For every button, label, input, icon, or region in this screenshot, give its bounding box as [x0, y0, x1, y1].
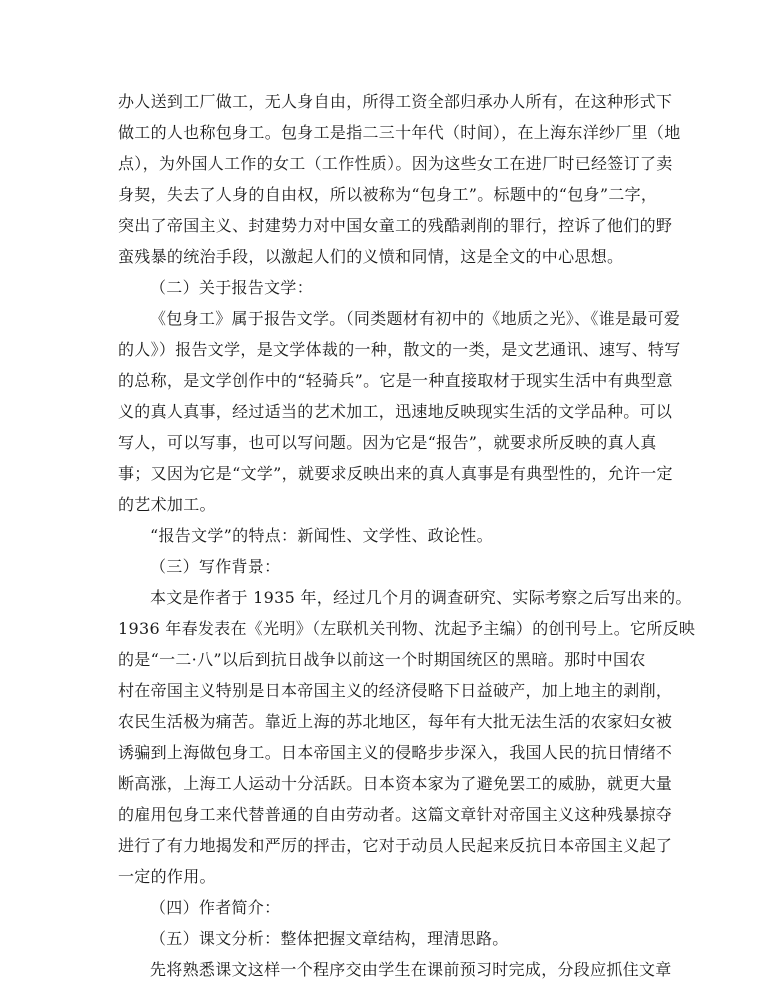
text-line: 蛮残暴的统治手段，以激起人们的义愤和同情，这是全文的中心思想。 — [118, 247, 624, 266]
section-heading: （四）作者简介： — [150, 898, 281, 917]
text-line: 一定的作用。 — [118, 867, 216, 886]
text-line: 义的真人真事，经过适当的艺术加工，迅速地反映现实生活的文学品种。可以 — [118, 402, 673, 421]
text-line: 做工的人也称包身工。包身工是指二三十年代（时间），在上海东洋纱厂里（地 — [118, 123, 681, 142]
text-line: “报告文学”的特点：新闻性、文学性、政论性。 — [150, 526, 493, 545]
text-line: 写人，可以写事，也可以写问题。因为它是“报告”，就要求所反映的真人真 — [118, 433, 657, 452]
text-line: 的人》）报告文学，是文学体裁的一种，散文的一类，是文艺通讯、速写、特写 — [118, 340, 681, 359]
text-line: 先将熟悉课文这样一个程序交由学生在课前预习时完成，分段应抓住文章 — [150, 960, 672, 979]
text-line: 村在帝国主义特别是日本帝国主义的经济侵略下日益破产，加上地主的剥削， — [118, 681, 673, 700]
section-heading: （二）关于报告文学： — [150, 278, 314, 297]
text-line: 事；又因为它是“文学”，就要求反映出来的真人真事是有典型性的，允许一定 — [118, 464, 673, 483]
text-line: 诱骗到上海做包身工。日本帝国主义的侵略步步深入，我国人民的抗日情绪不 — [118, 743, 673, 762]
text-line: 1936 年春发表在《光明》（左联机关刊物、沈起予主编）的创刊号上。它所反映 — [118, 619, 696, 638]
text-line: 突出了帝国主义、封建势力对中国女童工的残酷剥削的罪行，控诉了他们的野 — [118, 216, 673, 235]
text-line: 办人送到工厂做工，无人身自由，所得工资全部归承办人所有，在这种形式下 — [118, 92, 673, 111]
text-line: 的总称，是文学创作中的“轻骑兵”。它是一种直接取材于现实生活中有典型意 — [118, 371, 673, 390]
section-heading: （五）课文分析：整体把握文章结构，理清思路。 — [150, 929, 509, 948]
text-line: 《包身工》属于报告文学。（同类题材有初中的《地质之光》、《谁是最可爱 — [150, 309, 681, 328]
text-line: 进行了有力地揭发和严厉的抨击，它对于动员人民起来反抗日本帝国主义起了 — [118, 836, 673, 855]
text-line: 的艺术加工。 — [118, 495, 216, 514]
text-line: 的是“一二·八”以后到抗日战争以前这一个时期国统区的黑暗。那时中国农 — [118, 650, 646, 669]
text-line: 农民生活极为痛苦。靠近上海的苏北地区，每年有大批无法生活的农家妇女被 — [118, 712, 673, 731]
text-line: 点），为外国人工作的女工（工作性质）。因为这些女工在进厂时已经签订了卖 — [118, 154, 673, 173]
text-line: 断高涨，上海工人运动十分活跃。日本资本家为了避免罢工的威胁，就更大量 — [118, 774, 673, 793]
text-line: 身契，失去了人身的自由权，所以被称为“包身工”。标题中的“包身”二字， — [118, 185, 658, 204]
text-line: 的雇用包身工来代替普通的自由劳动者。这篇文章针对帝国主义这种残暴掠夺 — [118, 805, 673, 824]
text-line: 本文是作者于 1935 年，经过几个月的调查研究、实际考察之后写出来的。 — [150, 588, 692, 607]
section-heading: （三）写作背景： — [150, 557, 281, 576]
